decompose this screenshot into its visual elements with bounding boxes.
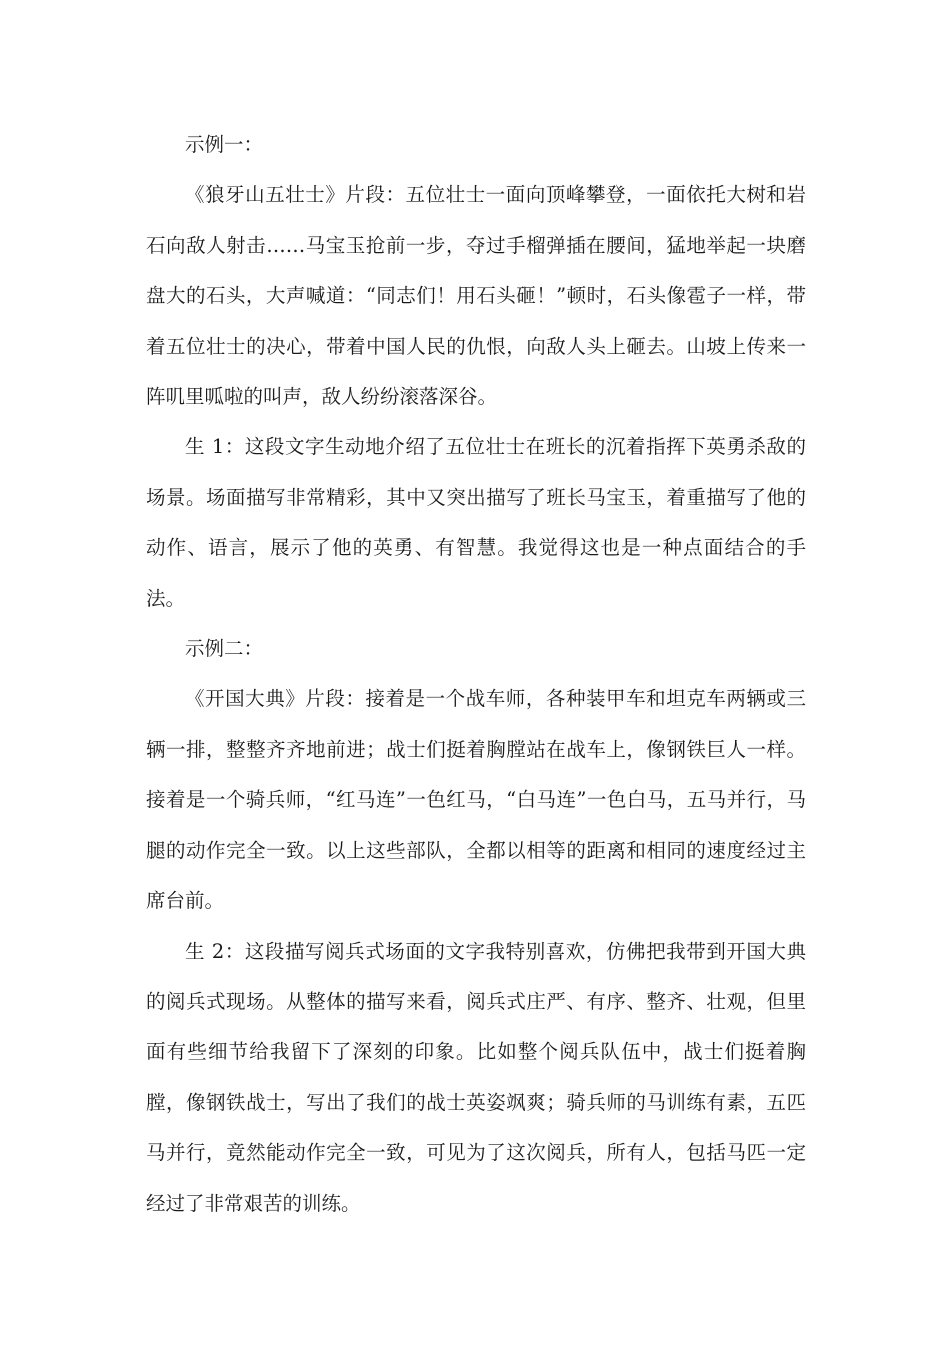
- example-one-heading: 示例一：: [185, 133, 264, 156]
- example-one-excerpt: 《狼牙山五壮士》片段：五位壮士一面向顶峰攀登，一面依托大树和岩石向敌人射击……马宝玉抢前一步，夺过手榴弹插在腰间，猛地举起一块磨盘大的石头，大声喊道：“同志们！用石头砸！”顿时，石头像雹子一样，带着五位壮士的决心，带着中国人民的仇恨，向敌人头上砸去。山坡上传来一阵叽里呱啦的叫声，敌人纷纷滚落深谷。: [146, 183, 806, 409]
- example-two-heading: 示例二：: [185, 637, 264, 661]
- student-one-comment: 生 1：这段文字生动地介绍了五位壮士在班长的沉着指挥下英勇杀敌的场景。场面描写非常精彩，其中又突出描写了班长马宝玉，着重描写了他的动作、语言，展示了他的英勇、有智慧。我觉得这也是一种点面结合的手法。: [146, 435, 806, 610]
- example-two-excerpt: 《开国大典》片段：接着是一个战车师，各种装甲车和坦克车两辆或三辆一排，整整齐齐地前进；战士们挺着胸膛站在战车上，像钢铁巨人一样。接着是一个骑兵师，“红马连”一色红马，“白马连”一色白马，五马并行，马腿的动作完全一致。以上这些部队，全都以相等的距离和相同的速度经过主席台前。: [146, 687, 806, 913]
- student-two-comment: 生 2：这段描写阅兵式场面的文字我特别喜欢，仿佛把我带到开国大典的阅兵式现场。从整体的描写来看，阅兵式庄严、有序、整齐、壮观，但里面有些细节给我留下了深刻的印象。比如整个阅兵队伍中，战士们挺着胸膛，像钢铁战士，写出了我们的战士英姿飒爽；骑兵师的马训练有素，五匹马并行，竟然能动作完全一致，可见为了这次阅兵，所有人，包括马匹一定经过了非常艰苦的训练。: [146, 939, 806, 1215]
- document-body: [146, 120, 806, 1229]
